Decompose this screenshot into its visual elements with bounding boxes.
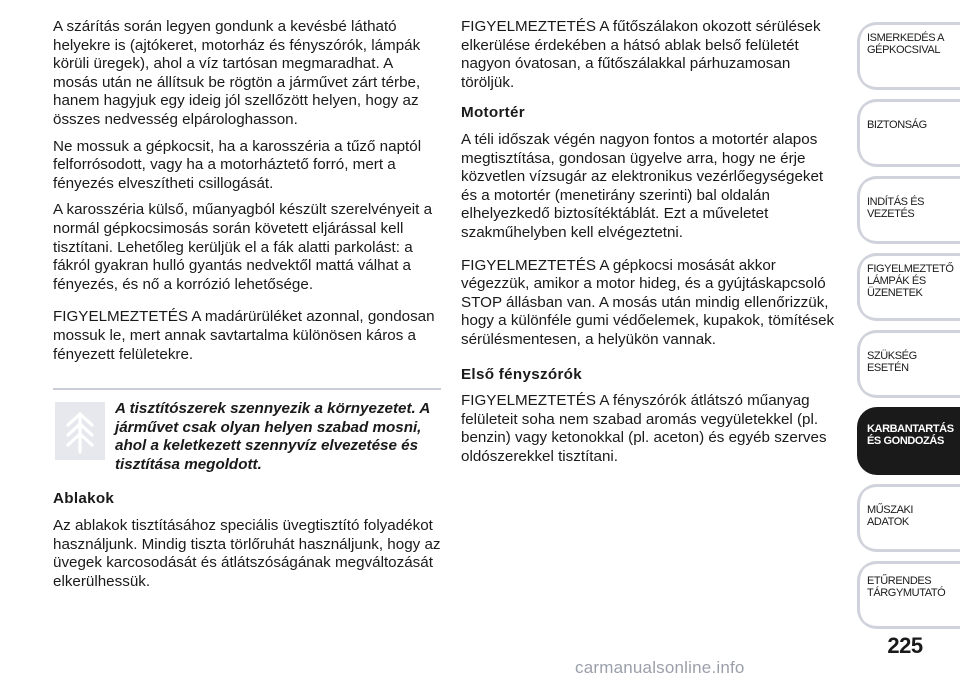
tab-karbantartas[interactable] (857, 407, 960, 475)
warning-paragraph: FIGYELMEZTETÉS A fényszórók átlátszó műanyag felületeit soha nem szabad aromás vegyületekkel (pl. benzin) vagy ketonokkal (pl. aceton) és egyéb szerves oldószerekkel tisztítani. (461, 392, 827, 465)
tab-label: KARBANTARTÁS ÉS GONDOZÁS (867, 423, 954, 447)
tab-label: INDÍTÁS ÉS VEZETÉS (867, 196, 925, 220)
tab-ismerkedes[interactable] (857, 22, 960, 90)
tree-icon (55, 402, 105, 460)
section-heading-windows: Ablakok (53, 490, 115, 508)
environment-note (53, 396, 441, 474)
page-number: 225 (887, 633, 923, 658)
right-column (461, 18, 843, 474)
tab-label: MŰSZAKI ADATOK (867, 504, 914, 528)
warning-paragraph: FIGYELMEZTETÉS A fűtőszálakon okozott sérülések elkerülése érdekében a hátsó ablak belső felületét nagyon óvatosan, a fűtőszálakkal párhuzamosan töröljük. (461, 18, 821, 91)
tab-targymutato[interactable] (857, 561, 960, 629)
warning-paragraph: FIGYELMEZTETÉS A madárürüléket azonnal, gondosan mossuk le, mert annak savtartalma különösen káros a fényezett felületekre. (53, 308, 435, 363)
tab-label: FIGYELMEZTETŐ LÁMPÁK ÉS ÜZENETEK (867, 263, 954, 299)
tab-szukseg[interactable] (857, 330, 960, 398)
section-heading-engine: Motortér (461, 104, 525, 122)
paragraph: Ne mossuk a gépkocsit, ha a karosszéria a tűző naptól felforrósodott, vagy ha a motorháztető forró, mert a fényezés elveszítheti csillogását. (53, 137, 422, 192)
warning-paragraph: FIGYELMEZTETÉS A gépkocsi mosását akkor végezzük, amikor a motor hideg, és a gyújtáskapcsoló STOP állásban van. A mosás után mindig ellenőrizzük, hogy a különféle gumi védőelemek, kupakok, tömítések sérülésmentesen, a helyükön vannak. (461, 256, 835, 348)
paragraph: Az ablakok tisztításához speciális üvegtisztító folyadékot használjunk. Mindig tiszta törlőruhát használjunk, hogy az üvegek karcosodását és átlátszóságának megváltozását elkerülhessük. (53, 517, 441, 590)
divider (53, 388, 441, 390)
left-column (53, 18, 441, 599)
tab-label: ETŰRENDES TÁRGYMUTATÓ (867, 575, 946, 599)
tab-label: SZÜKSÉG ESETÉN (867, 350, 917, 374)
paragraph: A karosszéria külső, műanyagból készült szerelvényeit a normál gépkocsimosás során követett eljárással kell tisztítani. Lehetőleg kerüljük el a fák alatti parkolást: a fákról gyakran hulló gyantás nedvektől mattá válhat a fényezés, és nő a korrózió lehetősége. (53, 201, 433, 293)
watermark: carmanualsonline.info (575, 658, 745, 677)
section-heading-headlights: Első fényszórók (461, 365, 582, 383)
chapter-sidebar (857, 0, 960, 678)
tab-label: ISMERKEDÉS A GÉPKOCSIVAL (867, 32, 945, 56)
paragraph: A szárítás során legyen gondunk a kevésbé látható helyekre is (ajtókeret, motorház és fényszórók, lámpák körüli üregek), ahol a víz tartósan megmaradhat. A mosás után ne állítsuk be rögtön a járművet zárt térbe, hanem hagyjuk egy ideig jól szellőzött helyen, hogy az összes nedvesség elpárologhasson. (53, 18, 421, 128)
tab-label: BIZTONSÁG (867, 119, 927, 131)
tab-muszaki[interactable] (857, 484, 960, 552)
paragraph: A téli időszak végén nagyon fontos a motortér alapos megtisztítása, gondosan ügyelve arra, hogy ne érje közvetlen vízsugár az elektronikus vezérlőegységeket és a motortér (menetirány szerinti) bal oldalán elhelyezkedő biztosítéktáblát. Ezt a műveletet szakműhelyben kell elvégeztetni. (461, 130, 824, 241)
tab-inditas[interactable] (857, 176, 960, 244)
note-text: A tisztítószerek szennyezik a környezetet. A járművet csak olyan helyen szabad mosni, ahol a keletkezett szennyvíz elvezetése és tisztítása megoldott. (115, 400, 430, 473)
tab-biztonsag[interactable] (857, 99, 960, 167)
tab-figyelmezteto[interactable] (857, 253, 960, 321)
